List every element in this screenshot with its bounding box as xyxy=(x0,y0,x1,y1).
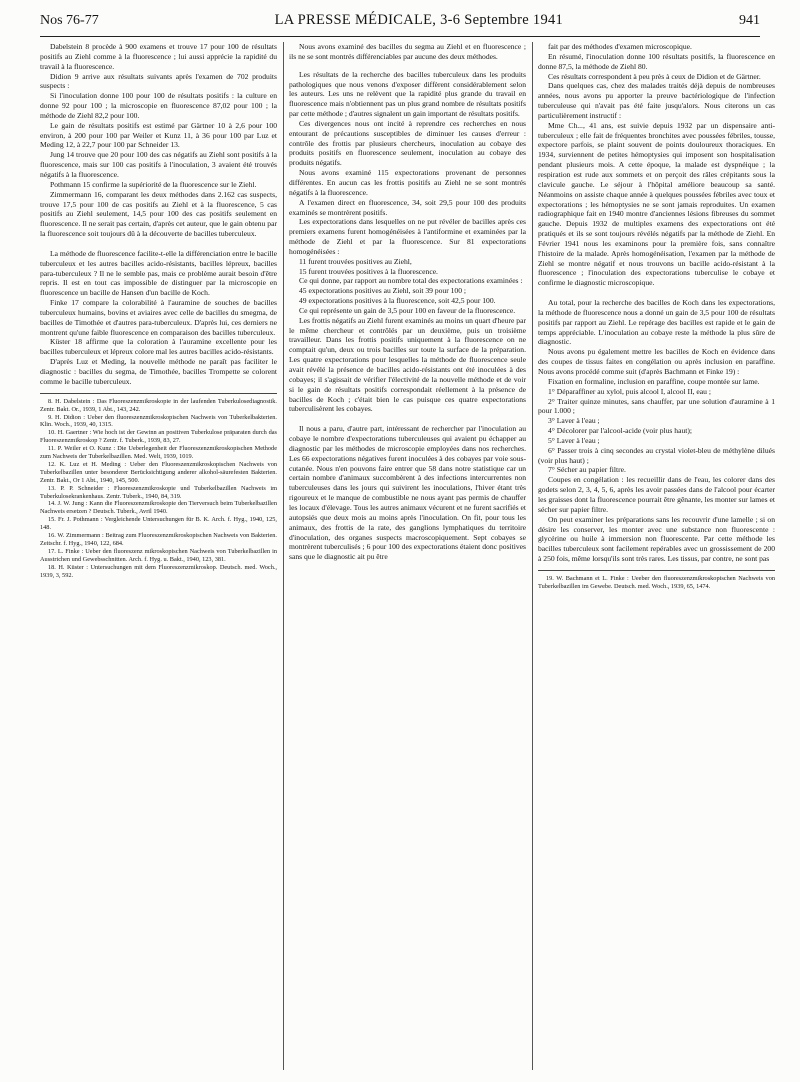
column-divider xyxy=(532,42,533,1070)
paragraph: Le gain de résultats positifs est estimé par Gärtner 10 à 2,6 pour 100 environ, à 200 pour 100 par Weiler et Kunz 11, à 36 pour 100 par Luz et Meding 12, à 22,7 pour 100 par Schneider 13. xyxy=(40,120,277,150)
footnote: 8. H. Dabelstein : Das Fluoreszenzmikroskopie in der laufenden Tuberkulosediagnostik. Zentr. Bakt. Or., 1939, 1 Abt., 143, 242. xyxy=(40,397,277,413)
paragraph: Ce qui représente un gain de 3,5 pour 100 en faveur de la fluorescence. xyxy=(299,305,516,315)
list-item: 6° Passer trois à cinq secondes au crystal violet-bleu de méthylène dilués (voir plus haut) ; xyxy=(538,445,775,465)
paragraph: Dans quelques cas, chez des malades traités déjà depuis de nombreuses années, nous avons pu apporter la preuve bactériologique de l'infection tuberculeuse qui n'avait pas été faite jusqu'alors. Nous citerons un cas particulièrement instructif : xyxy=(538,81,775,120)
staining-steps xyxy=(538,387,775,476)
footnote: 13. P. P. Schneider : Fluoreszenzmikroskopie und Tuberkelbazillen Nachweis im Tuberkulosekrankenhaus. Zentr. Tuberk., 1940, 84, 319. xyxy=(40,484,277,500)
paragraph: Nous avons pu également mettre les bacilles de Koch en évidence dans des coupes de tissus faites en congélation ou après inclusion en paraffine. Nous avons procédé comme suit (d'après Bachmann et Finke 19) : xyxy=(538,347,775,376)
paragraph: Nous avons examiné des bacilles du segma au Ziehl et en fluorescence ; ils ne se sont montrés différenciables par aucune des deux méthodes. xyxy=(289,42,526,61)
paragraph: Si l'inoculation donne 100 pour 100 de résultats positifs : la culture en donne 92 pour 100 ; la microscopie en fluorescence 87,02 pour 100 ; la méthode de Ziehl 82,2 pour 100. xyxy=(40,91,277,120)
paragraph: Küster 18 affirme que la coloration à l'auramine excellente pour les bacilles tuberculeux et lépreux colore mal les autres bacilles acido-résistants. xyxy=(40,337,277,357)
paragraph: Mme Ch..., 41 ans, est suivie depuis 1932 par un dispensaire anti-tuberculeux ; elle fait de fréquentes bronchites avec poussées fébriles, tousse, expectore parfois, se plaint souvent de points douloureux thoraciques. En 1934, surviennent de petites hémoptysies qui imposent son hospitalisation pendant plusieurs mois. A cette époque, la malade est dyspnéique ; la respiration est rude aux sommets et on perçoit des râles crépitants sous la clavicule gauche. Le séjour à l'hôpital améliore beaucoup sa santé. Néanmoins on assiste chaque année à quelques poussées fébriles avec toux et expectorations ; les hémoptysies ne se sont jamais reproduites. Un examen radiographique fait en 1940 montre d'anciennes lésions fibreuses du sommet gauche. Depuis 1932 de multiples examens des expectorations ont été pratiqués et ils se sont toujours révélés négatifs par la méthode de Ziehl. En Février 1941 nous les examinons pour la première fois, sans connaître l'histoire de la malade. Après homogénéisation, l'examen par la méthode de Ziehl se montre négatif et nous trouvons un bacille acido-résistant à la fluorescence ; l'inoculation des expectorations tuberculise le cobaye et confirme le diagnostic microscopique. xyxy=(538,120,775,288)
footnote: 17. L. Finke : Ueber den fluoreszenz mikroskopischen Nachweis von Tuberkelbazillen in Ausstrichen und Gewebsschnitten. Arch. f. Hyg. u. Bakt., 1940, 123, 381. xyxy=(40,547,277,563)
paragraph: Didion 9 arrive aux résultats suivants après l'examen de 702 produits suspects : xyxy=(40,71,277,91)
footnote: 11. P. Weiler et O. Kunz : Die Ueberlegenheit der Fluoreszenzmikroskopischen Methode zum Nachweis der Tuberkelbazillen. Med. Welt, 1939, 1019. xyxy=(40,445,277,461)
paragraph: D'après Luz et Meding, la nouvelle méthode ne paraît pas faciliter le diagnostic : bacilles du segma, de Timothée, bacilles Trompette se colorent comme le bacille tuberculeux. xyxy=(40,357,277,386)
footnote: 10. H. Gaertner : Wie hoch ist der Gewinn an positiven Tuberkulose präparaten durch das Fluoreszenzmikroskop ? Zentr. f. Tuberk., 1939, 83, 27. xyxy=(40,429,277,445)
paragraph: Ces divergences nous ont incité à reprendre ces recherches en nous entourant de précautions susceptibles de diminuer les causes d'erreur : contrôle des frottis par plusieurs chercheurs, inoculation au cobaye des produits positifs en fluorescence seulement, inoculation au cobaye des produits négatifs. xyxy=(289,118,526,168)
paragraph: Nous avons examiné 115 expectorations provenant de personnes différentes. En aucun cas les frottis positifs au Ziehl ne se sont montrés négatifs à la fluorescence. xyxy=(289,168,526,197)
paragraph: A l'examen direct en fluorescence, 34, soit 29,5 pour 100 des produits examinés se montrèrent positifs. xyxy=(289,197,526,217)
paragraph: 15 furent trouvées positives à la fluorescence. xyxy=(299,266,438,276)
paragraph: Ce qui donne, par rapport au nombre total des expectorations examinées : xyxy=(299,276,523,286)
column-2 xyxy=(289,42,526,562)
paragraph: Au total, pour la recherche des bacilles de Koch dans les expectorations, la méthode de fluorescence nous a donné un gain de 3,5 pour 100 de résultats positifs par rapport au Ziehl. Le repérage des bacilles est rapide et le gain de temps appréciable. L'inoculation au cobaye reste la méthode la plus sûre de diagnostic. xyxy=(538,298,775,347)
footnote: 9. H. Didion : Ueber den fluoreszenzmikroskopischen Nachweis von Tuberkelbakterien. Klin. Woch., 1939, 40, 1315. xyxy=(40,413,277,429)
list-item: 4° Décolorer par l'alcool-acide (voir plus haut); xyxy=(548,426,692,436)
column-divider xyxy=(283,42,284,1070)
footnote: 14. J. W. Jung : Kann die Fluoreszenzmikroskopie den Tierversuch beim Tuberkelbazillen Nachweis ersetzen ? Deutsch. Tuberk., Avril 1940. xyxy=(40,500,277,516)
paragraph: Fixation en formaline, inclusion en paraffine, coupe montée sur lame. xyxy=(548,376,760,386)
list-item: 1° Déparaffiner au xylol, puis alcool I, alcool II, eau ; xyxy=(548,386,711,396)
paragraph: 45 expectorations positives au Ziehl, soit 39 pour 100 ; xyxy=(299,286,467,296)
paragraph: 11 furent trouvées positives au Ziehl, xyxy=(299,256,412,266)
paragraph: fait par des méthodes d'examen microscopique. xyxy=(548,42,692,51)
paragraph: Les expectorations dans lesquelles on ne put révéler de bacilles après ces premiers examens furent homogénéisées à l'antiformine et examinées par la méthode de Ziehl et par la fluorescence. Sur 81 expectorations homogénéisées : xyxy=(289,217,526,256)
list-item: 3° Laver à l'eau ; xyxy=(548,416,600,426)
list-item: 7° Sécher au papier filtre. xyxy=(548,465,626,475)
column-3 xyxy=(538,42,775,591)
footnote: 15. Fr. J. Pothmann : Vergleichende Untersuchungen für B. K. Arch. f. Hyg., 1940, 125, 148. xyxy=(40,516,277,532)
footnote: 19. W. Bachmann et L. Finke : Ueeber den fluoreszenzmikroskopischen Nachweis von Tuberkelbazillen im Gewebe. Deutsch. med. Woch., 1939, 65, 1474. xyxy=(538,574,775,590)
list-item: 5° Laver à l'eau ; xyxy=(548,435,600,445)
footnote: 12. K. Luz et H. Meding : Ueber den Fluoreszenzmikroskopischen Nachweis von Tuberkelbazillen unter besonderer Berücksichtigung anderer alkohol-säurefesten Bakterien. Zentr. Bakt., Or 1 Abt., 1940, 145, 500. xyxy=(40,460,277,484)
paragraph: Ces résultats correspondent à peu près à ceux de Didion et de Gärtner. xyxy=(548,71,761,81)
footnote: 16. W. Zimmermann : Beitrag zum Fluoreszenzmikroskopischen Nachweis von Bakterien. Zeitschr. f. Hyg., 1940, 122, 684. xyxy=(40,532,277,547)
footnote-rule xyxy=(40,393,277,394)
footnote-rule xyxy=(538,570,775,571)
paragraph: Jung 14 trouve que 20 pour 100 des cas négatifs au Ziehl sont positifs à la fluorescence, mais sur 100 cas positifs à l'inoculation, 3 avaient été trouvés négatifs à la fluorescence. xyxy=(40,150,277,179)
paragraph: La méthode de fluorescence facilite-t-elle la différenciation entre le bacille tuberculeux et les autres bacilles acido-résistants, bacilles lépreux, bacilles para-tuberculeux ? Il ne le semble pas, mais ce problème aurait besoin d'être repris. Il est en tout cas impossible de distinguer par la microscopie en fluorescence un bacille de Hansen d'un bacille de Koch. xyxy=(40,248,277,298)
paragraph: Les résultats de la recherche des bacilles tuberculeux dans les produits pathologiques que nous venons d'exposer diffèrent considérablement selon les auteurs. Les uns ne relèvent que la rapidité plus grande du travail en fluorescence mais n'obtiennent pas un plus grand nombre de résultats positifs par cette méthode ; d'autres signalent un gain important de résultats positifs. xyxy=(289,69,526,119)
column-1 xyxy=(40,42,277,580)
paragraph: Dabelstein 8 procède à 900 examens et trouve 17 pour 100 de résultats positifs au Ziehl comme à la fluorescence ; lui aussi apprécie la rapidité du travail à la fluorescence. xyxy=(40,42,277,71)
header-rule xyxy=(40,36,760,37)
paragraph: On peut examiner les préparations sans les recouvrir d'une lamelle ; si on désire les conserver, les monter avec une substance non fluorescente : glycérine ou huile à immersion non fluorescente. Par cette méthode les bacilles tuberculeux sont facilement repérables avec un grossissement de 200 à 250 fois, même lorsqu'ils sont très rares. Les tissus, par contre, ne sont pas xyxy=(538,514,775,564)
paragraph: Coupes en congélation : les recueillir dans de l'eau, les colorer dans des godets selon 2, 3, 4, 5, 6, après les avoir passées dans de l'alcool pour écarter les graisses dont la fluorescence pourrait être gênante, les monter sur lames et sécher sur papier filtre. xyxy=(538,475,775,514)
page-number: 941 xyxy=(738,13,760,28)
list-item: 2° Traiter quinze minutes, sans chauffer, par une solution d'auramine à 1 pour 1.000 ; xyxy=(538,396,775,416)
page-header xyxy=(40,12,760,34)
paragraph: Pothmann 15 confirme la supériorité de la fluorescence sur le Ziehl. xyxy=(50,179,257,189)
paragraph: Les frottis négatifs au Ziehl furent examinés au moins un quart d'heure par le même chercheur et contrôlés par un deuxième, puis un troisième travailleur. Dans les frottis positifs uniquement à la fluorescence on ne comptait qu'un, deux ou trois bacilles sur toute la surface de la préparation. Les quatre expectorations pour lesquelles la méthode de fluorescence seule avait révélé la présence de bacilles acido-résistants ont été inoculées à des cobayes; il s'agissait de vérifier l'électivité de la nouvelle méthode et de voir si le gain de résultats positifs correspondait réellement à la présence de bacilles de Koch ; c'était bien le cas puisque ces quatre expectorations tuberculisèrent les cobayes. xyxy=(289,315,526,414)
paragraph: 49 expectorations positives à la fluorescence, soit 42,5 pour 100. xyxy=(299,296,496,306)
footnote: 18. H. Küster : Untersuchungen mit dem Fluoreszenzmikroskop. Deutsch. med. Woch., 1939, 3, 592. xyxy=(40,563,277,579)
paragraph: Zimmermann 16, comparant les deux méthodes dans 2.162 cas suspects, trouve 17,5 pour 100 de cas positifs au Ziehl et à la fluorescence, 5 cas positifs au Ziehl seulement, 14,5 pour 100 des cas positifs seulement en fluorescence. Il ne serait pas certain, d'après cet auteur, que le gain obtenu par la fluorescence soit toujours dû à la découverte de bacilles tuberculeux. xyxy=(40,189,277,239)
paragraph: Finke 17 compare la colorabilité à l'auramine de souches de bacilles tuberculeux humains, bovins et aviaires avec celle de bacilles du smegma, de bacilles de Timothée et d'autres para-tuberculeux. D'après lui, ces derniers ne montrent qu'une faible fluorescence en comparaison des bacilles tuberculeux. xyxy=(40,298,277,337)
paragraph: Il nous a paru, d'autre part, intéressant de rechercher par l'inoculation au cobaye le nombre d'expectorations tuberculeuses qui avaient pu échapper au diagnostic par les méthodes de microscopie employées dans nos recherches. Les 66 expectorations négatives furent inoculées à des cobayes par voie sous-cutanée. Nous n'en pouvons faire entrer que 58 dans notre statistique car un certain nombre d'animaux succombèrent à des infections intercurrentes non tuberculeuses dans les jours qui suivirent les inoculations, l'hiver étant très rigoureux et le manque de combustible ne nous ayant pas permis de chauffer les locaux d'élevage. Tous les autres animaux vécurent et ne furent sacrifiés et autopsiés que deux mois au moins après l'inoculation. On fit, pour tous les animaux, des frottis de la rate, des ganglions lymphatiques du territoire d'inoculation, des organes suspects macroscopiquement. Sept cobayes se montrèrent tuberculisés ; 6 pour 100 des expectorations étaient donc positives sans que le diagnostic ait pu être xyxy=(289,424,526,562)
paragraph: En résumé, l'inoculation donne 100 résultats positifs, la fluorescence en donne 87,5, la méthode de Ziehl 80. xyxy=(538,51,775,71)
journal-title: LA PRESSE MÉDICALE, 3-6 Septembre 1941 xyxy=(274,12,564,28)
issue-number: Nos 76-77 xyxy=(40,13,99,28)
